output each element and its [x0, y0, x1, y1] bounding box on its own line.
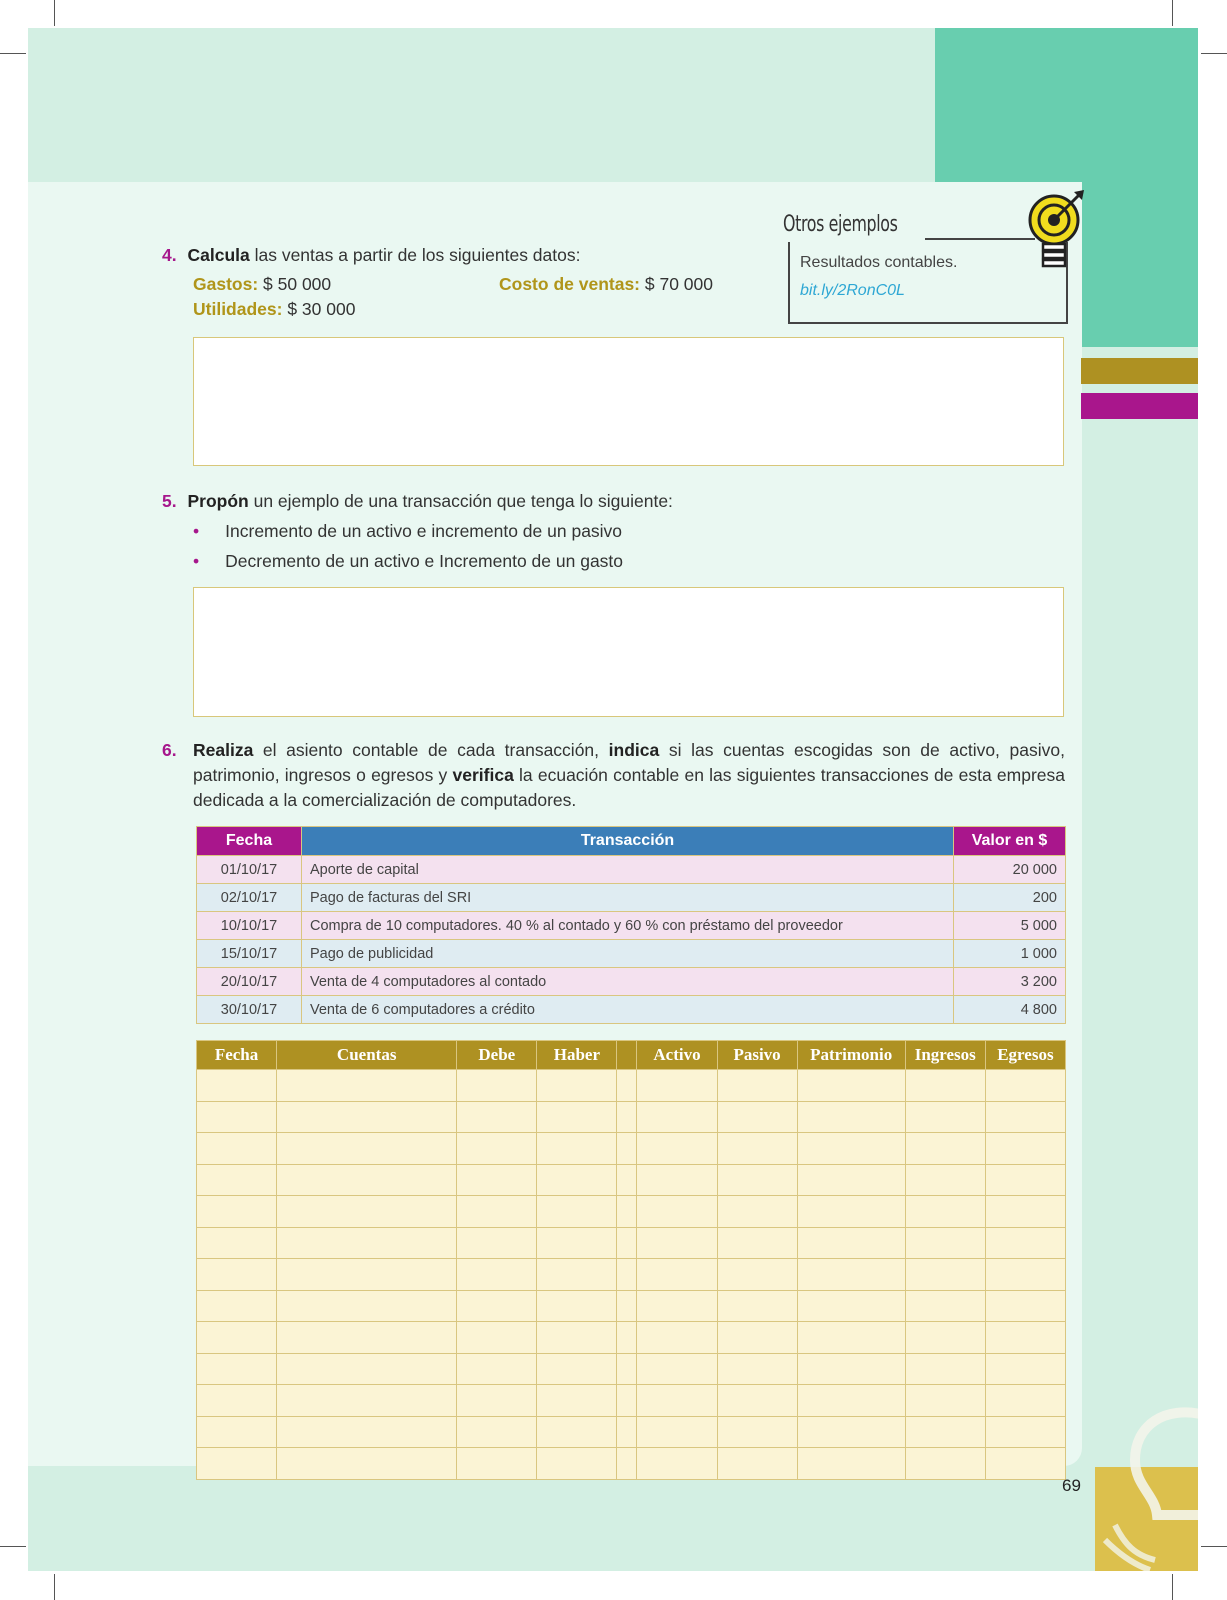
col-haber: Haber — [537, 1041, 617, 1070]
col-egresos: Egresos — [985, 1041, 1065, 1070]
table-row: 20/10/17 Venta de 4 computadores al contado 3 200 — [197, 968, 1066, 996]
bullet-item: • Incremento de un activo e incremento de un pasivo — [193, 521, 623, 541]
data-utilidades: Utilidades: $ 30 000 — [193, 299, 356, 319]
journal-cell[interactable] — [717, 1259, 797, 1291]
journal-cell[interactable] — [617, 1101, 637, 1133]
question-5: 5. Propón un ejemplo de una transacción que tenga lo siguiente: — [162, 491, 673, 511]
crop-mark — [1172, 1574, 1173, 1600]
crop-mark — [54, 1574, 55, 1600]
journal-cell[interactable] — [617, 1353, 637, 1385]
journal-cell[interactable] — [537, 1322, 617, 1354]
journal-cell[interactable] — [797, 1448, 905, 1480]
journal-cell[interactable] — [905, 1101, 985, 1133]
journal-cell[interactable] — [197, 1290, 277, 1322]
journal-cell[interactable] — [277, 1385, 457, 1417]
question-6: 6. Realiza el asiento contable de cada transacción, indica si las cuentas escogidas son de activo, pasivo, patrimonio, ingresos o egresos y verifica la ecuación contable en las siguientes transacciones de esta empresa dedicada a la comercialización de computadores. — [162, 740, 1065, 810]
journal-cell[interactable] — [797, 1290, 905, 1322]
journal-cell[interactable] — [985, 1133, 1065, 1165]
journal-cell[interactable] — [637, 1227, 717, 1259]
journal-cell[interactable] — [717, 1133, 797, 1165]
journal-cell[interactable] — [637, 1290, 717, 1322]
journal-cell[interactable] — [277, 1259, 457, 1291]
journal-cell[interactable] — [617, 1322, 637, 1354]
journal-cell[interactable] — [717, 1322, 797, 1354]
lightbulb-outline-icon — [1095, 1405, 1198, 1571]
question-number: 4. — [162, 245, 177, 265]
journal-cell[interactable] — [197, 1070, 277, 1102]
journal-cell[interactable] — [457, 1448, 537, 1480]
journal-cell[interactable] — [905, 1385, 985, 1417]
journal-cell[interactable] — [797, 1259, 905, 1291]
journal-cell[interactable] — [905, 1227, 985, 1259]
journal-cell[interactable] — [637, 1322, 717, 1354]
crop-mark — [0, 1546, 26, 1547]
bullet-item: • Decremento de un activo e Incremento de un gasto — [193, 551, 624, 571]
journal-row — [197, 1385, 1066, 1417]
journal-cell[interactable] — [797, 1101, 905, 1133]
journal-cell[interactable] — [277, 1290, 457, 1322]
journal-cell[interactable] — [537, 1385, 617, 1417]
journal-cell[interactable] — [637, 1070, 717, 1102]
journal-row — [197, 1322, 1066, 1354]
journal-cell[interactable] — [985, 1322, 1065, 1354]
journal-cell[interactable] — [637, 1448, 717, 1480]
journal-cell[interactable] — [905, 1322, 985, 1354]
journal-cell[interactable] — [617, 1227, 637, 1259]
journal-table — [196, 1040, 1066, 1480]
col-spacer — [617, 1041, 637, 1070]
journal-cell[interactable] — [717, 1164, 797, 1196]
journal-cell[interactable] — [617, 1448, 637, 1480]
journal-cell[interactable] — [717, 1385, 797, 1417]
journal-cell[interactable] — [905, 1164, 985, 1196]
journal-cell[interactable] — [905, 1259, 985, 1291]
journal-row — [197, 1196, 1066, 1228]
journal-cell[interactable] — [537, 1416, 617, 1448]
journal-cell[interactable] — [985, 1385, 1065, 1417]
journal-cell[interactable] — [985, 1290, 1065, 1322]
journal-cell[interactable] — [537, 1070, 617, 1102]
journal-cell[interactable] — [797, 1322, 905, 1354]
journal-cell[interactable] — [197, 1385, 277, 1417]
page-number: 69 — [1062, 1476, 1081, 1495]
journal-cell[interactable] — [717, 1101, 797, 1133]
journal-cell[interactable] — [457, 1164, 537, 1196]
data-gastos: Gastos: $ 50 000 — [193, 274, 332, 294]
sidebar-title: Otros ejemplos — [783, 212, 898, 237]
journal-cell[interactable] — [537, 1353, 617, 1385]
journal-cell[interactable] — [905, 1070, 985, 1102]
journal-cell[interactable] — [617, 1416, 637, 1448]
journal-cell[interactable] — [797, 1416, 905, 1448]
journal-row — [197, 1290, 1066, 1322]
journal-cell[interactable] — [457, 1322, 537, 1354]
question-verb: Propón — [187, 491, 249, 511]
journal-cell[interactable] — [197, 1101, 277, 1133]
question-text: las ventas a partir de los siguientes datos: — [249, 245, 581, 265]
table-row: 02/10/17 Pago de facturas del SRI 200 — [197, 884, 1066, 912]
journal-header-row — [197, 1041, 1066, 1070]
journal-cell[interactable] — [637, 1416, 717, 1448]
journal-cell[interactable] — [277, 1416, 457, 1448]
journal-cell[interactable] — [617, 1133, 637, 1165]
journal-cell[interactable] — [985, 1164, 1065, 1196]
crop-mark — [1201, 53, 1227, 54]
journal-cell[interactable] — [277, 1070, 457, 1102]
journal-cell[interactable] — [197, 1196, 277, 1228]
journal-cell[interactable] — [637, 1164, 717, 1196]
journal-cell[interactable] — [985, 1416, 1065, 1448]
journal-cell[interactable] — [537, 1133, 617, 1165]
journal-cell[interactable] — [717, 1448, 797, 1480]
journal-body — [197, 1070, 1066, 1480]
question-verb: Calcula — [187, 245, 250, 265]
crop-mark — [1201, 1546, 1227, 1547]
journal-cell[interactable] — [537, 1259, 617, 1291]
crop-mark — [54, 0, 55, 26]
journal-cell[interactable] — [637, 1353, 717, 1385]
journal-cell[interactable] — [457, 1070, 537, 1102]
journal-row — [197, 1416, 1066, 1448]
data-costo-ventas: Costo de ventas: $ 70 000 — [499, 274, 713, 294]
table-row: 30/10/17 Venta de 6 computadores a crédito 4 800 — [197, 996, 1066, 1024]
crop-mark — [1172, 0, 1173, 26]
journal-cell[interactable] — [905, 1353, 985, 1385]
journal-cell[interactable] — [617, 1164, 637, 1196]
journal-cell[interactable] — [277, 1448, 457, 1480]
journal-cell[interactable] — [797, 1133, 905, 1165]
journal-cell[interactable] — [537, 1164, 617, 1196]
journal-cell[interactable] — [457, 1227, 537, 1259]
journal-cell[interactable] — [277, 1101, 457, 1133]
journal-cell[interactable] — [277, 1322, 457, 1354]
journal-cell[interactable] — [637, 1259, 717, 1291]
journal-row — [197, 1164, 1066, 1196]
journal-cell[interactable] — [905, 1448, 985, 1480]
journal-cell[interactable] — [617, 1259, 637, 1291]
journal-cell[interactable] — [985, 1101, 1065, 1133]
journal-cell[interactable] — [905, 1290, 985, 1322]
journal-cell[interactable] — [277, 1196, 457, 1228]
journal-cell[interactable] — [717, 1227, 797, 1259]
journal-cell[interactable] — [537, 1290, 617, 1322]
journal-row — [197, 1353, 1066, 1385]
journal-row — [197, 1070, 1066, 1102]
journal-cell[interactable] — [637, 1385, 717, 1417]
answer-box-4[interactable] — [193, 337, 1064, 466]
journal-cell[interactable] — [637, 1133, 717, 1165]
journal-cell[interactable] — [717, 1416, 797, 1448]
journal-cell[interactable] — [457, 1353, 537, 1385]
journal-cell[interactable] — [717, 1070, 797, 1102]
journal-cell[interactable] — [537, 1101, 617, 1133]
magenta-stripe — [1081, 393, 1198, 419]
journal-row — [197, 1448, 1066, 1480]
col-fecha: Fecha — [197, 1041, 277, 1070]
journal-cell[interactable] — [197, 1448, 277, 1480]
journal-cell[interactable] — [985, 1448, 1065, 1480]
journal-cell[interactable] — [277, 1227, 457, 1259]
journal-row — [197, 1101, 1066, 1133]
journal-cell[interactable] — [905, 1196, 985, 1228]
journal-cell[interactable] — [905, 1416, 985, 1448]
col-patrimonio: Patrimonio — [797, 1041, 905, 1070]
col-valor: Valor en $ — [954, 827, 1066, 856]
journal-cell[interactable] — [197, 1227, 277, 1259]
journal-cell[interactable] — [457, 1416, 537, 1448]
journal-cell[interactable] — [457, 1133, 537, 1165]
sidebar-text: Resultados contables. — [800, 254, 958, 271]
journal-cell[interactable] — [457, 1290, 537, 1322]
journal-cell[interactable] — [637, 1101, 717, 1133]
journal-cell[interactable] — [617, 1385, 637, 1417]
journal-cell[interactable] — [797, 1070, 905, 1102]
journal-cell[interactable] — [457, 1196, 537, 1228]
journal-cell[interactable] — [797, 1385, 905, 1417]
transactions-table — [196, 826, 1066, 1024]
journal-cell[interactable] — [797, 1196, 905, 1228]
journal-cell[interactable] — [637, 1196, 717, 1228]
col-pasivo: Pasivo — [717, 1041, 797, 1070]
journal-row — [197, 1259, 1066, 1291]
col-debe: Debe — [457, 1041, 537, 1070]
journal-cell[interactable] — [277, 1133, 457, 1165]
question-4 — [162, 243, 722, 268]
journal-cell[interactable] — [537, 1196, 617, 1228]
table-row: 10/10/17 Compra de 10 computadores. 40 % al contado y 60 % con préstamo del proveedor 5 000 — [197, 912, 1066, 940]
journal-cell[interactable] — [197, 1133, 277, 1165]
sidebar-title-line — [925, 238, 1035, 240]
journal-cell[interactable] — [717, 1290, 797, 1322]
journal-cell[interactable] — [797, 1353, 905, 1385]
crop-mark — [0, 53, 26, 54]
journal-cell[interactable] — [277, 1353, 457, 1385]
journal-cell[interactable] — [617, 1196, 637, 1228]
table-row: 01/10/17 Aporte de capital 20 000 — [197, 856, 1066, 884]
col-transaccion: Transacción — [302, 827, 954, 856]
journal-cell[interactable] — [985, 1259, 1065, 1291]
journal-cell[interactable] — [985, 1196, 1065, 1228]
journal-cell[interactable] — [617, 1070, 637, 1102]
journal-cell[interactable] — [457, 1259, 537, 1291]
col-ingresos: Ingresos — [905, 1041, 985, 1070]
lightbulb-target-icon — [1024, 190, 1090, 280]
journal-cell[interactable] — [277, 1164, 457, 1196]
journal-cell[interactable] — [797, 1227, 905, 1259]
col-fecha: Fecha — [197, 827, 302, 856]
journal-row — [197, 1227, 1066, 1259]
journal-cell[interactable] — [457, 1385, 537, 1417]
journal-cell[interactable] — [985, 1353, 1065, 1385]
journal-cell[interactable] — [537, 1227, 617, 1259]
sidebar-link[interactable]: bit.ly/2RonC0L — [800, 282, 905, 299]
journal-cell[interactable] — [197, 1353, 277, 1385]
journal-cell[interactable] — [717, 1196, 797, 1228]
journal-cell[interactable] — [797, 1164, 905, 1196]
journal-cell[interactable] — [717, 1353, 797, 1385]
journal-cell[interactable] — [197, 1322, 277, 1354]
journal-cell[interactable] — [197, 1259, 277, 1291]
journal-cell[interactable] — [197, 1164, 277, 1196]
journal-row — [197, 1133, 1066, 1165]
gold-stripe — [1081, 358, 1198, 384]
journal-cell[interactable] — [457, 1101, 537, 1133]
journal-cell[interactable] — [197, 1416, 277, 1448]
journal-cell[interactable] — [617, 1290, 637, 1322]
table-row: 15/10/17 Pago de publicidad 1 000 — [197, 940, 1066, 968]
answer-box-5[interactable] — [193, 587, 1064, 717]
col-activo: Activo — [637, 1041, 717, 1070]
journal-cell[interactable] — [905, 1133, 985, 1165]
journal-cell[interactable] — [985, 1227, 1065, 1259]
journal-cell[interactable] — [985, 1070, 1065, 1102]
col-cuentas: Cuentas — [277, 1041, 457, 1070]
journal-cell[interactable] — [537, 1448, 617, 1480]
